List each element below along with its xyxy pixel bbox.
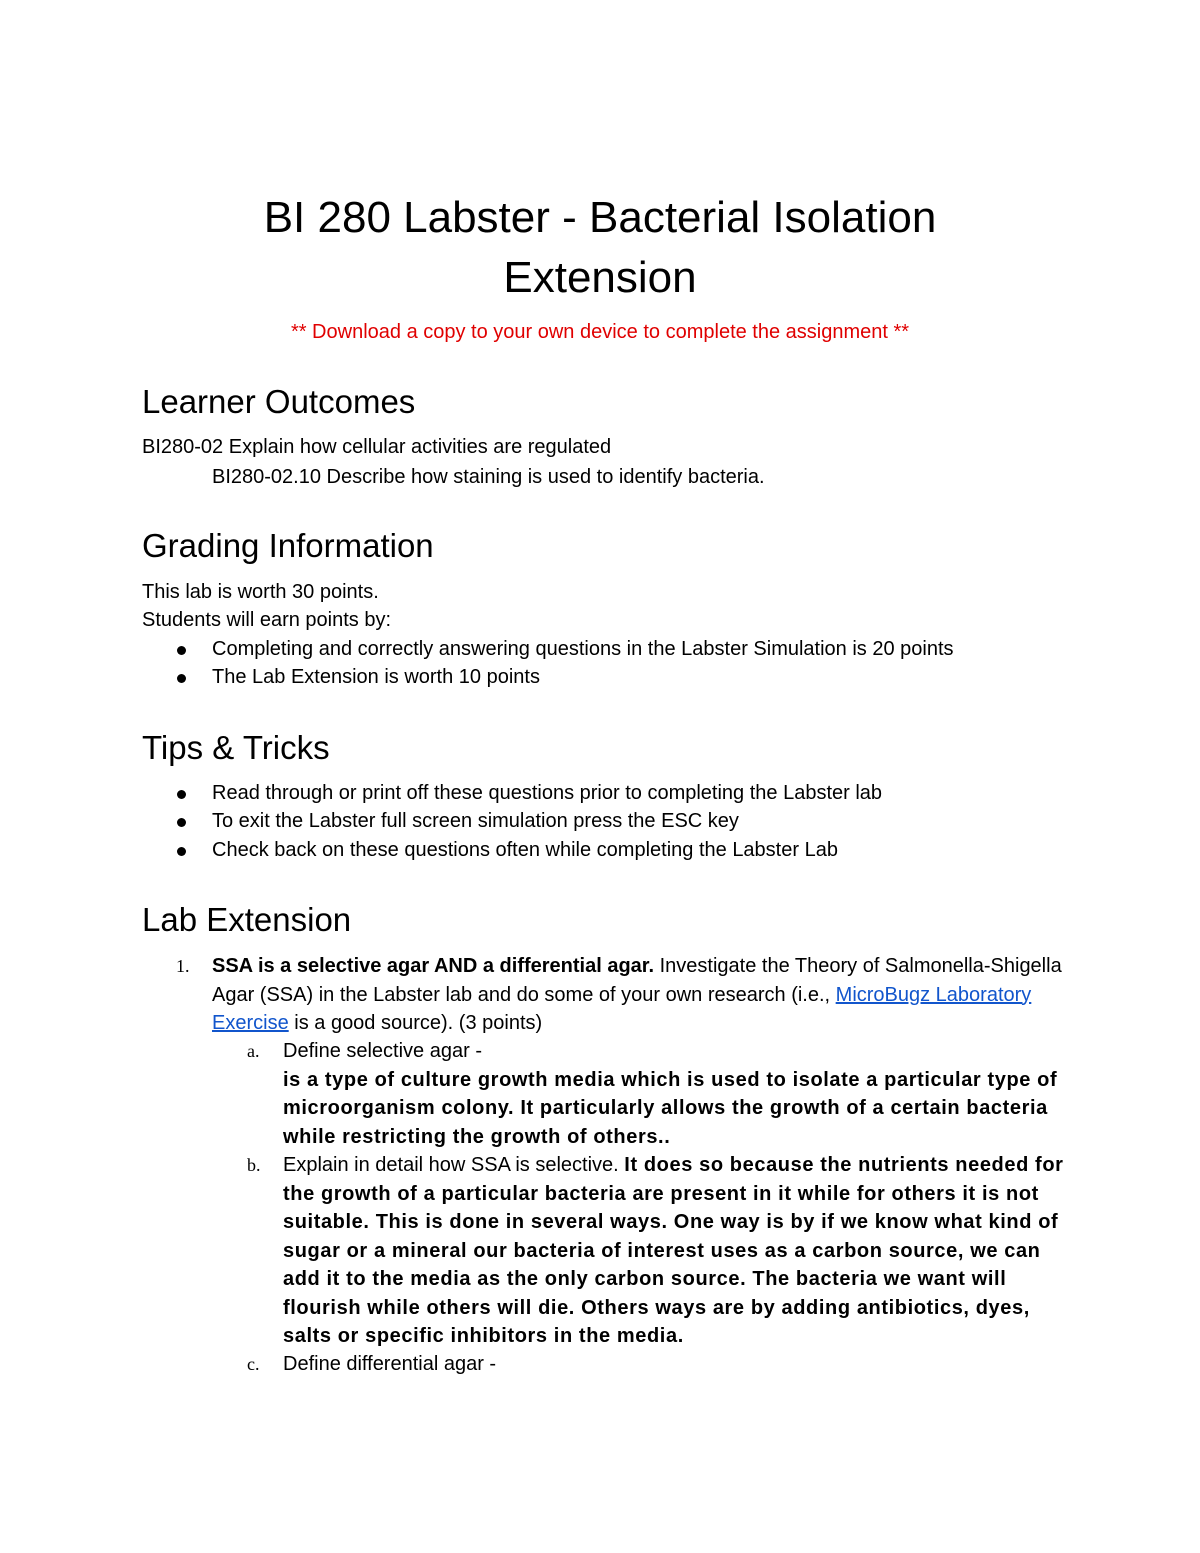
bullet-icon — [177, 779, 186, 807]
sub-question-a-prompt: Define selective agar - — [283, 1040, 482, 1062]
bullet-icon — [177, 836, 186, 864]
grading-bullet: Completing and correctly answering questions in the Labster Simulation is 20 points — [212, 638, 954, 660]
sub-outcome-text: BI280-02.10 Describe how staining is used to identify bacteria. — [212, 466, 765, 488]
sub-question-c-prompt: Define differential agar - — [283, 1353, 497, 1375]
bullet-icon — [177, 663, 186, 691]
microbugz-link[interactable]: MicroBugz Laboratory Exercise — [212, 983, 1032, 1034]
bullet-icon — [177, 635, 186, 663]
question-1 — [212, 952, 1072, 1038]
tips-heading: Tips & Tricks — [142, 729, 330, 766]
sub-question-marker: a. — [247, 1041, 260, 1061]
learner-outcomes-heading: Learner Outcomes — [142, 383, 416, 420]
question-1-text-b: is a good source). (3 points) — [288, 1012, 543, 1034]
grading-heading: Grading Information — [142, 527, 434, 564]
sub-question-b — [283, 1151, 1073, 1351]
title-line-1: BI 280 Labster - Bacterial Isolation — [263, 193, 937, 242]
tip-bullet: Read through or print off these questions prior to completing the Labster lab — [212, 782, 883, 804]
title-line-2: Extension — [503, 253, 697, 302]
download-notice: ** Download a copy to your own device to complete the assignment ** — [290, 321, 910, 343]
sub-question-c — [283, 1350, 1073, 1379]
outcome-text: BI280-02 Explain how cellular activities are regulated — [142, 436, 612, 458]
sub-question-b-prompt: Explain in detail how SSA is selective. — [283, 1154, 625, 1176]
sub-question-a — [283, 1037, 1073, 1151]
grading-line-2: Students will earn points by: — [142, 609, 392, 631]
tip-bullet: To exit the Labster full screen simulation press the ESC key — [212, 810, 739, 832]
sub-question-marker: c. — [247, 1354, 260, 1374]
sub-question-b-answer: It does so because the nutrients needed for the growth of a particular bacteria are present in it while for others it is not suitable. This is done in several ways. One way is by if we know what kind of sugar or a mineral our bacteria of interest uses as a carbon source, we can add it to the media as the only carbon source. The bacteria we want will flourish while others will die. Others ways are by adding antibiotics, dyes, salts or specific inhibitors in the media. — [283, 1154, 1064, 1347]
lab-extension-heading: Lab Extension — [142, 901, 352, 938]
question-1-text-a: Investigate the Theory of Salmonella-Shigella Agar (SSA) in the Labster lab and do some of your own research (i.e., — [212, 955, 1062, 1006]
grading-line-1: This lab is worth 30 points. — [142, 581, 379, 603]
tip-bullet: Check back on these questions often while completing the Labster Lab — [212, 839, 838, 861]
grading-bullet: The Lab Extension is worth 10 points — [212, 666, 540, 688]
sub-question-a-answer: is a type of culture growth media which is used to isolate a particular type of microorganism colony. It particularly allows the growth of a certain bacteria while restricting the growth of others.. — [283, 1068, 1058, 1148]
document-title — [100, 188, 1100, 308]
question-1-bold: SSA is a selective agar AND a differential agar. — [212, 955, 655, 977]
question-number: 1. — [176, 956, 190, 976]
sub-question-marker: b. — [247, 1155, 261, 1175]
bullet-icon — [177, 807, 186, 835]
